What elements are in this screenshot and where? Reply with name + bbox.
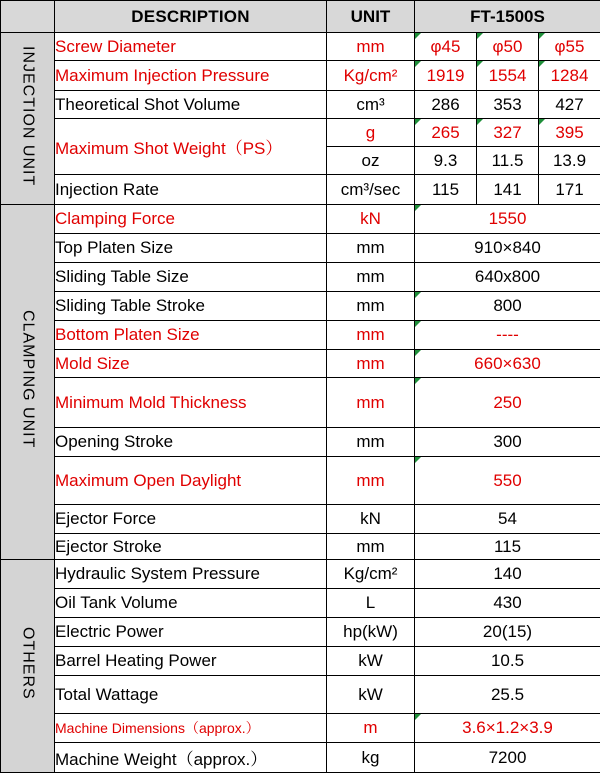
row-unit: mm: [327, 292, 415, 321]
row-label: Ejector Stroke: [55, 534, 327, 560]
value-cell: φ45: [415, 33, 477, 61]
value-cell: 25.5: [415, 676, 600, 714]
table-row: [1, 743, 600, 773]
row-unit: mm: [327, 263, 415, 292]
row-unit: kW: [327, 676, 415, 714]
table-row: [1, 175, 600, 205]
row-unit: kW: [327, 647, 415, 676]
value-cell: 250: [415, 378, 600, 428]
value-cell: 265: [415, 119, 477, 147]
value-cell: 11.5: [477, 147, 539, 175]
row-label: Bottom Platen Size: [55, 321, 327, 350]
row-label: Total Wattage: [55, 676, 327, 714]
row-label: Sliding Table Size: [55, 263, 327, 292]
row-unit: kN: [327, 205, 415, 234]
section-injection: INJECTION UNIT: [1, 33, 55, 205]
row-unit: mm: [327, 457, 415, 505]
section-others: OTHERS: [1, 560, 55, 773]
value-cell: 141: [477, 175, 539, 205]
value-cell: 171: [539, 175, 600, 205]
value-cell: 1919: [415, 61, 477, 91]
row-unit: oz: [327, 147, 415, 175]
row-unit: mm: [327, 350, 415, 378]
header-unit: UNIT: [327, 1, 415, 33]
row-label: Top Platen Size: [55, 234, 327, 263]
table-row: [1, 589, 600, 618]
value-cell: 140: [415, 560, 600, 589]
value-cell: 430: [415, 589, 600, 618]
row-label: Maximum Injection Pressure: [55, 61, 327, 91]
table-row: [1, 205, 600, 234]
table-row: [1, 119, 600, 147]
row-unit: L: [327, 589, 415, 618]
row-unit: g: [327, 119, 415, 147]
row-unit: Kg/cm²: [327, 61, 415, 91]
row-unit: kN: [327, 505, 415, 534]
row-unit: mm: [327, 234, 415, 263]
row-unit: kg: [327, 743, 415, 773]
table-row: [1, 428, 600, 457]
value-cell: 910×840: [415, 234, 600, 263]
row-label: Maximum Shot Weight（PS）: [55, 119, 327, 175]
row-unit: mm: [327, 321, 415, 350]
table-row: [1, 534, 600, 560]
row-label: Opening Stroke: [55, 428, 327, 457]
row-label: Minimum Mold Thickness: [55, 378, 327, 428]
table-row: [1, 350, 600, 378]
value-cell: 286: [415, 91, 477, 119]
table-row: [1, 457, 600, 505]
value-cell: 115: [415, 175, 477, 205]
value-cell: 13.9: [539, 147, 600, 175]
table-row: [1, 505, 600, 534]
row-unit: mm: [327, 378, 415, 428]
value-cell: 427: [539, 91, 600, 119]
value-cell: 800: [415, 292, 600, 321]
row-label: Machine Dimensions（approx.）: [55, 714, 327, 743]
value-cell: 7200: [415, 743, 600, 773]
table-row: [1, 321, 600, 350]
value-cell: 115: [415, 534, 600, 560]
row-unit: mm: [327, 428, 415, 457]
row-unit: m: [327, 714, 415, 743]
table-row: [1, 292, 600, 321]
row-unit: mm: [327, 534, 415, 560]
table-row: [1, 91, 600, 119]
value-cell: 1284: [539, 61, 600, 91]
value-cell: φ50: [477, 33, 539, 61]
row-unit: mm: [327, 33, 415, 61]
row-label: Machine Weight（approx.）: [55, 743, 327, 773]
table-row: [1, 714, 600, 743]
row-unit: cm³/sec: [327, 175, 415, 205]
value-cell: 1554: [477, 61, 539, 91]
row-label: Oil Tank Volume: [55, 589, 327, 618]
table-row: [1, 647, 600, 676]
value-cell: 395: [539, 119, 600, 147]
value-cell: 327: [477, 119, 539, 147]
table-row: [1, 61, 600, 91]
row-unit: cm³: [327, 91, 415, 119]
table-row: [1, 560, 600, 589]
value-cell: 550: [415, 457, 600, 505]
value-cell: 54: [415, 505, 600, 534]
value-cell: 1550: [415, 205, 600, 234]
value-cell: 20(15): [415, 618, 600, 647]
value-cell: 3.6×1.2×3.9: [415, 714, 600, 743]
row-label: Barrel Heating Power: [55, 647, 327, 676]
section-clamping: CLAMPING UNIT: [1, 205, 55, 560]
value-cell: φ55: [539, 33, 600, 61]
table-row: [1, 33, 600, 61]
row-label: Maximum Open Daylight: [55, 457, 327, 505]
corner-cell: [1, 1, 55, 33]
header-row: [1, 1, 600, 33]
header-description: DESCRIPTION: [55, 1, 327, 33]
value-cell: ----: [415, 321, 600, 350]
row-unit: hp(kW): [327, 618, 415, 647]
table-row: [1, 378, 600, 428]
row-label: Hydraulic System Pressure: [55, 560, 327, 589]
row-label: Sliding Table Stroke: [55, 292, 327, 321]
value-cell: 9.3: [415, 147, 477, 175]
header-model: FT-1500S: [415, 1, 600, 33]
table-row: [1, 263, 600, 292]
value-cell: 640x800: [415, 263, 600, 292]
row-label: Injection Rate: [55, 175, 327, 205]
row-label: Mold Size: [55, 350, 327, 378]
table-row: [1, 234, 600, 263]
table-row: [1, 676, 600, 714]
table-row: [1, 618, 600, 647]
row-unit: Kg/cm²: [327, 560, 415, 589]
value-cell: 10.5: [415, 647, 600, 676]
row-label: Screw Diameter: [55, 33, 327, 61]
row-label: Theoretical Shot Volume: [55, 91, 327, 119]
row-label: Clamping Force: [55, 205, 327, 234]
row-label: Ejector Force: [55, 505, 327, 534]
value-cell: 353: [477, 91, 539, 119]
value-cell: 660×630: [415, 350, 600, 378]
value-cell: 300: [415, 428, 600, 457]
row-label: Electric Power: [55, 618, 327, 647]
